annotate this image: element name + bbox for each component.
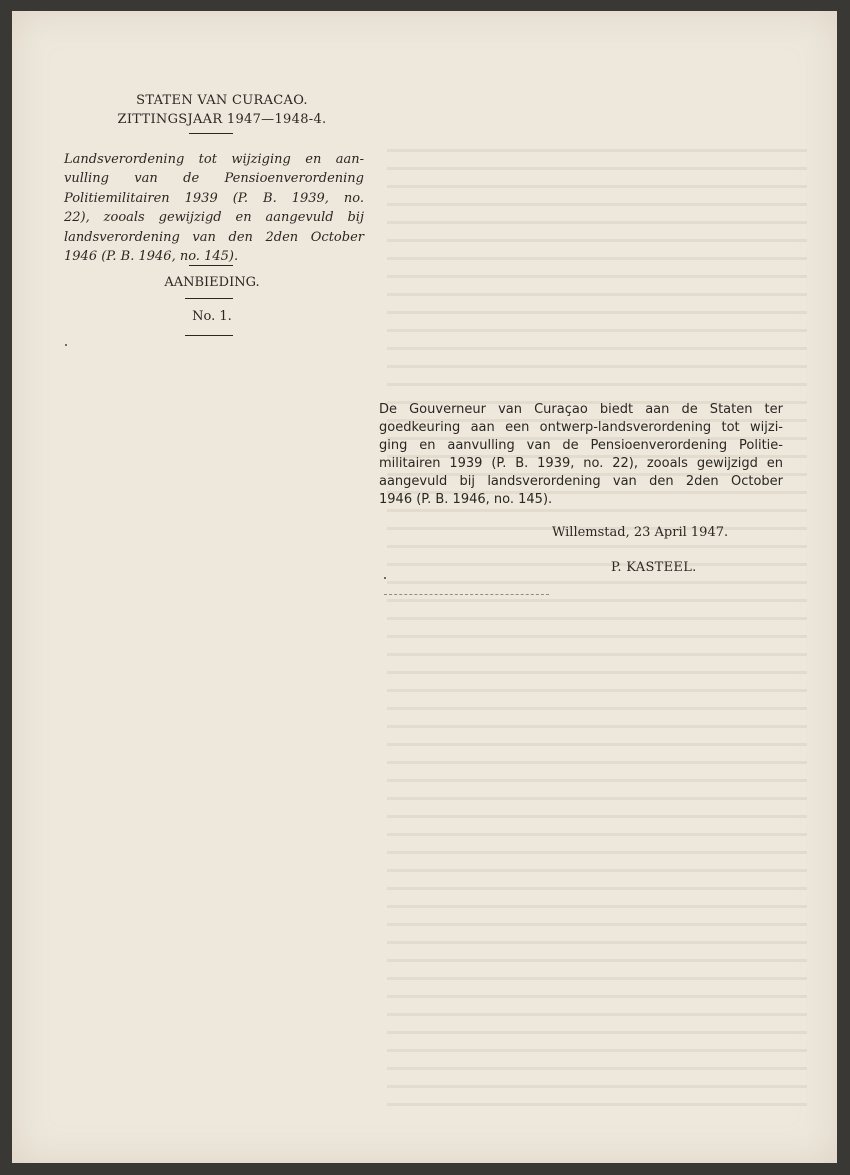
title-line: 22), zooals gewijzigd en aangevuld bij [64,210,364,226]
signature: P. KASTEEL. [611,560,697,575]
place-date: Willemstad, 23 April 1947. [552,525,729,540]
body-line: ging en aanvulling van de Pensioenverordening Politie- [379,438,783,454]
title-line: landsverordening van den 2den October [64,229,364,245]
show-through-texture [387,141,807,1121]
document-page [12,11,837,1163]
title-line: Politiemilitairen 1939 (P. B. 1939, no. [64,190,364,206]
header-divider [189,133,233,134]
section-label: AANBIEDING. [164,275,260,290]
body-line: aangevuld bij landsverordening van den 2den October [379,474,783,490]
header-line-1: STATEN VAN CURACAO. [136,93,308,108]
number-divider [185,335,233,336]
title-line: vulling van de Pensioenverordening [64,171,364,187]
title-line: Landsverordening tot wijziging en aan- [64,152,364,167]
title-divider [189,265,233,266]
dotted-rule [384,594,549,595]
body-line: goedkeuring aan een ontwerp-landsverordening tot wijzi- [379,420,783,436]
section-divider [185,298,233,299]
body-line: militairen 1939 (P. B. 1939, no. 22), zooals gewijzigd en [379,456,783,472]
body-line: 1946 (P. B. 1946, no. 145). [379,492,553,508]
paper-speck [384,577,386,579]
header-line-2: ZITTINGSJAAR 1947—1948-4. [117,112,327,127]
title-line: 1946 (P. B. 1946, no. 145). [64,249,239,265]
body-paragraph [379,401,783,510]
body-line: De Gouverneur van Curaçao biedt aan de Staten ter [379,402,783,417]
paper-speck [65,344,67,346]
number-label: No. 1. [192,309,232,324]
ordinance-title [64,150,364,266]
